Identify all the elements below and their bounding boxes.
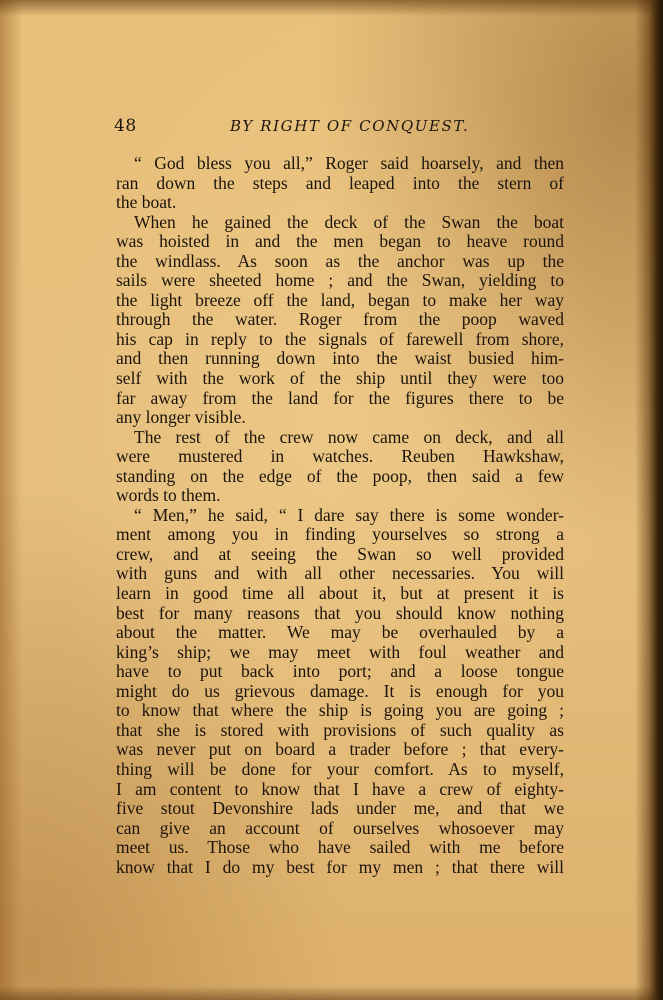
- text-line: were mustered in watches. Reuben Hawkshaw,: [116, 446, 564, 467]
- text-line: can give an account of ourselves whosoever may: [116, 817, 564, 838]
- page-number: 48: [114, 116, 137, 136]
- text-line: I am content to know that I have a crew of eighty-: [116, 778, 564, 799]
- text-line: to know that where the ship is going you are going ;: [116, 700, 564, 721]
- running-title: BY RIGHT OF CONQUEST.: [230, 117, 470, 135]
- text-line: sails were sheeted home ; and the Swan, yielding to: [116, 270, 564, 291]
- text-line: was never put on board a trader before ; that every-: [116, 739, 564, 760]
- paragraph: [116, 506, 564, 877]
- text-line: ment among you in finding yourselves so strong a: [116, 524, 564, 545]
- text-line: The rest of the crew now came on deck, and all: [134, 426, 564, 447]
- text-line: When he gained the deck of the Swan the boat: [134, 211, 564, 232]
- text-line: far away from the land for the figures there to be: [116, 387, 564, 408]
- text-line: words to them.: [116, 485, 221, 506]
- paragraph: [116, 154, 564, 213]
- text-line: self with the work of the ship until they were too: [116, 368, 564, 389]
- text-line: the light breeze off the land, began to make her way: [116, 289, 564, 310]
- page-bottom-edge-shading: [0, 986, 663, 1000]
- text-line: “ God bless you all,” Roger said hoarsely, and then: [134, 153, 564, 173]
- text-line: have to put back into port; and a loose tongue: [116, 661, 564, 682]
- paragraph: [116, 213, 564, 428]
- text-line: with guns and with all other necessaries. You will: [116, 563, 564, 584]
- text-line: and then running down into the waist busied him-: [116, 348, 564, 369]
- text-line: best for many reasons that you should know nothing: [116, 602, 564, 623]
- page-top-edge-shading: [0, 0, 663, 16]
- text-line: his cap in reply to the signals of farewell from shore,: [116, 328, 564, 349]
- paragraph: [116, 428, 564, 506]
- text-line: meet us. Those who have sailed with me before: [116, 837, 564, 858]
- text-line: the boat.: [116, 192, 177, 213]
- text-line: might do us grievous damage. It is enough for you: [116, 680, 564, 701]
- text-line: was hoisted in and the men began to heave round: [116, 231, 564, 252]
- text-line: the windlass. As soon as the anchor was up the: [116, 250, 564, 271]
- text-line: any longer visible.: [116, 407, 246, 428]
- text-line: king’s ship; we may meet with foul weather and: [116, 641, 564, 662]
- text-line: through the water. Roger from the poop waved: [116, 309, 564, 330]
- book-spine-shadow: [635, 0, 663, 1000]
- text-line: thing will be done for your comfort. As to myself,: [116, 758, 564, 779]
- text-line: standing on the edge of the poop, then said a few: [116, 465, 564, 486]
- text-line: learn in good time all about it, but at present it is: [116, 583, 564, 604]
- text-line: know that I do my best for my men ; that there will: [116, 856, 564, 877]
- text-line: “ Men,” he said, “ I dare say there is some wonder-: [134, 504, 564, 525]
- text-line: that she is stored with provisions of such quality as: [116, 719, 564, 740]
- page-left-edge-shading: [0, 0, 22, 1000]
- page-header: [114, 114, 566, 138]
- text-line: crew, and at seeing the Swan so well provided: [116, 543, 564, 564]
- text-line: ran down the steps and leaped into the stern of: [116, 172, 564, 193]
- text-line: about the matter. We may be overhauled by a: [116, 622, 564, 643]
- body-text: [116, 154, 564, 877]
- text-line: five stout Devonshire lads under me, and that we: [116, 798, 564, 819]
